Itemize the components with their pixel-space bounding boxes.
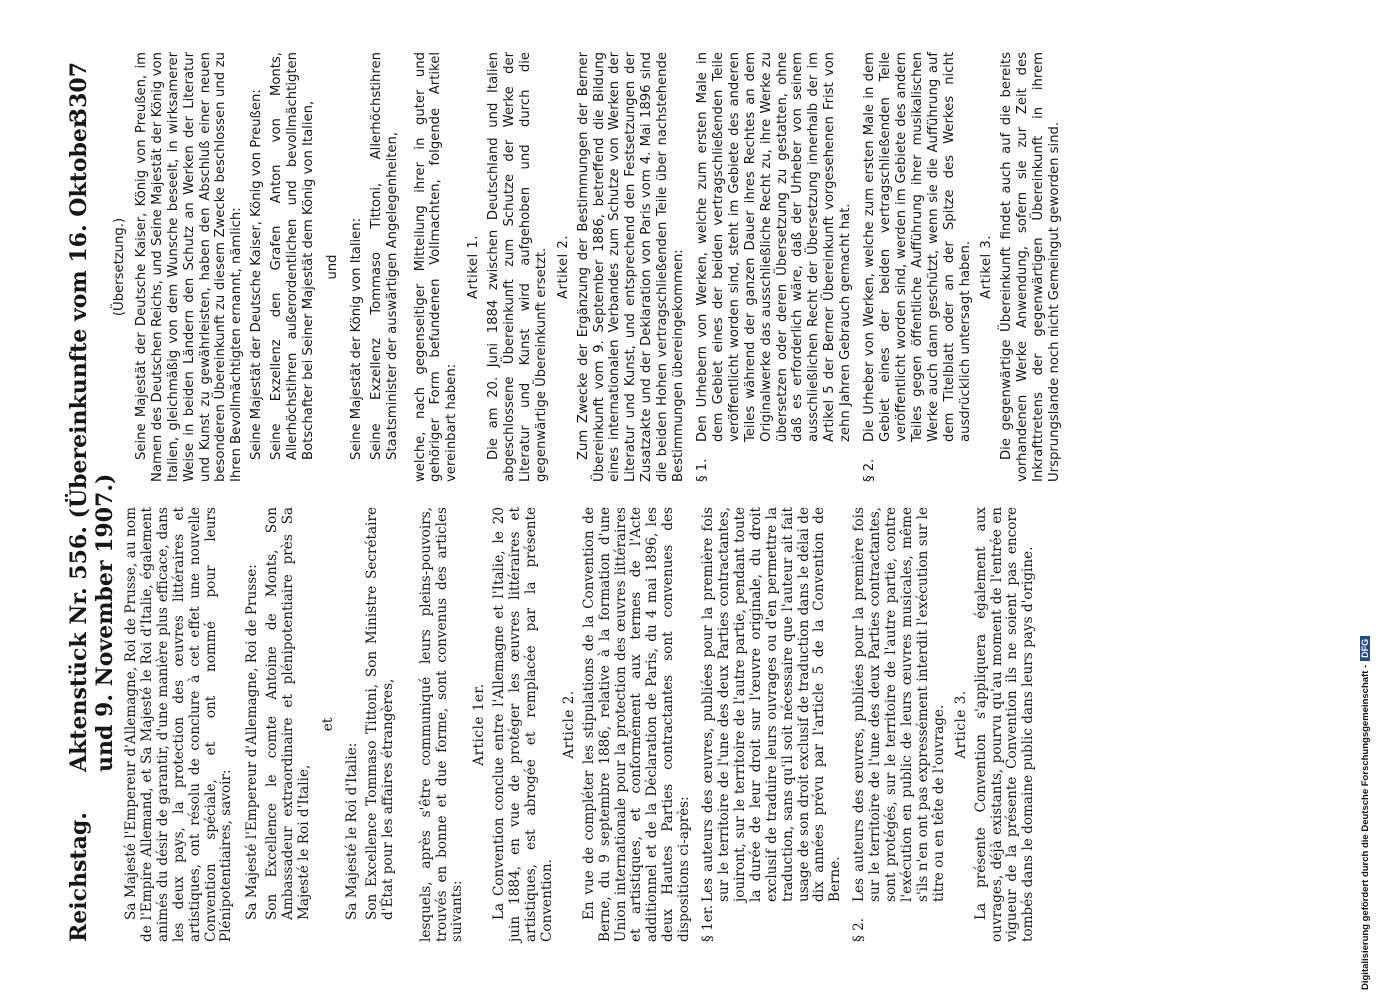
fr-rep2: Son Excellence Tommaso Tittoni, Son Ministre Secrétaire d'État pour les affaires étrangères, xyxy=(363,507,396,920)
fr-et: et xyxy=(319,717,336,732)
sidebar-credit: Digitalisierung gefördert durch die Deutsche Forschungsgemeinschaft - xyxy=(1360,664,1371,990)
fr-s2-num: § 2. xyxy=(851,917,868,942)
de-s2-text: Die Urheber von Werken, welche zum ersten Male in dem Gebiet eines der beiden vertragschließenden Teile veröffentlicht worden sind, werden im Gebiete des andern Teiles gegen öffentliche Aufführung ihrer musikalischen Werke auch dann geschützt, wenn sie die Aufführung auf dem Titelblatt oder an der Spitze des Werkes nicht ausdrücklich untersagt haben. xyxy=(862,52,973,442)
fr-section-1 xyxy=(701,507,844,942)
de-intro: Seine Majestät der Deutsche Kaiser, König von Preußen, im Namen des Deutschen Reichs, und Seine Majestät der König von Italien, gleichmäßig von dem Wunsche beseelt, in wirksamerer Weise in beiden Ländern den Schutz an Werken der Literatur und Kunst zu gewährleisten, haben den Abschluß einer neuen besonderen Übereinkunft zu diesem Zwecke beschlossen und zu Ihren Bevollmächtigten ernannt, nämlich: xyxy=(133,52,245,482)
de-party2: Seine Majestät der König von Italien: xyxy=(348,217,364,460)
de-welche: welche, nach gegenseitiger Mitteilung ihrer in guter und gehöriger Form befundenen Vollmachten, folgende Artikel vereinbart haben: xyxy=(412,52,460,482)
fr-party1: Sa Majesté l'Empereur d'Allemagne, Roi de Prusse: xyxy=(244,564,261,920)
digitization-sidebar xyxy=(1360,10,1378,990)
header-left: Reichstag. xyxy=(66,812,92,942)
de-art2-title: Artikel 2. xyxy=(555,235,571,299)
fr-art3-title: Article 3. xyxy=(952,690,969,759)
dfg-badge: DFG xyxy=(1360,636,1370,661)
fr-art1: La Convention conclue entre l'Allemagne et l'Italie, le 20 juin 1884, en vue de protéger les œuvres littéraires et artistiques, est abrogée et remplacée par la présente Convention. xyxy=(491,507,555,942)
de-art3: Die gegenwärtige Übereinkunft findet auch auf die bereits vorhandenen Werke Anwendung, sofern sie zur Zeit des Inkrafttretens der gegenwärtigen Übereinkunft in ihrem Ursprungslande noch nicht Gemeingut geworden sind. xyxy=(999,52,1063,482)
fr-rep1: Son Excellence le comte Antoine de Monts, Son Ambassadeur extraordinaire et plénipotentiaire près Sa Majesté le Roi d'Italie, xyxy=(264,507,313,920)
page-number: 3307 xyxy=(66,62,92,124)
de-party1: Seine Majestät der Deutsche Kaiser, König von Preußen: xyxy=(249,89,265,460)
fr-art3: La présente Convention s'appliquera également aux ouvrages, déjà existants, pourvu qu'au moment de l'entrée en vigueur de la présente Convention ils ne soient pas encore tombés dans le domaine public dans leurs pays d'origine. xyxy=(972,507,1037,942)
de-art1-title: Artikel 1. xyxy=(466,235,482,299)
de-und: und xyxy=(324,254,340,280)
fr-s2-text: Les auteurs des œuvres, publiées pour la première fois sur le territoire de l'une des deux Parties contractantes, sont protégés, sur le territoire de l'autre partie, contre l'exécution en public de leurs œuvres musicales, même s'ils n'en ont pas expressément interdit l'exécution sur le titre ou en tête de l'ouvrage. xyxy=(851,507,947,902)
de-s1-num: § 1. xyxy=(695,458,710,482)
german-column xyxy=(112,52,1067,482)
page-header xyxy=(62,62,118,942)
de-art2: Zum Zwecke der Ergänzung der Bestimmungen der Berner Übereinkunft vom 9. September 1886, betreffend die Bildung eines internationalen Verbandes zum Schutze von Werken der Literatur und Kunst, und entsprechend den Festsetzungen der Zusatzakte und der Deklaration von Paris vom 4. Mai 1896 sind die beiden Hohen vertragschließenden Teile über nachstehende Bestimmungen übereingekommen: xyxy=(575,52,687,482)
de-art1: Die am 20. Juni 1884 zwischen Deutschland und Italien abgeschlossene Übereinkunft zum Schutze der Werke der Literatur und Kunst wird aufgehoben und durch die gegenwärtige Übereinkunft ersetzt. xyxy=(486,52,549,482)
de-art3-title: Artikel 3. xyxy=(979,235,995,299)
de-rep2: Seine Exzellenz Tommaso Tittoni, Allerhöchstihren Staatsminister der auswärtigen Angelegenheiten, xyxy=(368,52,400,460)
sidebar-text xyxy=(1360,10,1378,990)
fr-intro: Sa Majesté l'Empereur d'Allemagne, Roi de Prusse, au nom de l'Empire Allemand, et Sa Majesté le Roi d'Italie, également animés du désir de garantir, d'une manière plus efficace, dans les deux pays, la protection des œuvres littéraires et artistiques, ont résolu de conclure à cet effet une nouvelle Convention spéciale, et ont nommé pour leurs Plénipotentiaires, savoir: xyxy=(123,507,235,942)
header-title: Aktenstück Nr. 556. (Übereinkunfte vom 16. Oktober und 9. November 1907.) xyxy=(66,116,118,772)
de-section-2 xyxy=(862,52,973,482)
fr-art1-title: Article 1er. xyxy=(471,683,488,766)
de-heading: (Übersetzung.) xyxy=(112,217,127,317)
fr-s1-num: § 1er. xyxy=(700,904,717,942)
de-section-1 xyxy=(695,52,854,482)
fr-s1-text: Les auteurs des œuvres, publiées pour la première fois sur le territoire de l'une des deux Parties contractantes, jouiront, sur le territoire de l'autre partie, pendant toute la durée de leur droit sur l'œuvre originale, du droit exclusif de traduire leurs ouvrages ou d'en permettre la traduction, sans qu'il soit nécessaire que l'auteur ait fait usage de son droit exclusif de traduction dans le délai de dix années prévu par l'article 5 de la Convention de Berne. xyxy=(700,507,844,902)
fr-art2: En vue de compléter les stipulations de la Convention de Berne, du 9 septembre 1886, relative à la formation d'une Union internationale pour la protection des œuvres littéraires et artistiques, et conformément aux termes de l'Acte additionnel et de la Déclaration de Paris, du 4 mai 1896, les deux Hautes Parties contractantes sont convenues des dispositions ci-après: xyxy=(580,507,693,942)
fr-party2: Sa Majesté le Roi d'Italie: xyxy=(343,742,360,920)
fr-section-2 xyxy=(852,507,947,942)
french-column xyxy=(112,507,1041,942)
de-s2-num: § 2. xyxy=(862,458,878,482)
de-s1-text: Den Urhebern von Werken, welche zum ersten Male in dem Gebiet eines der beiden vertragschließenden Teile veröffentlicht worden sind, steht im Gebiete des anderen Teiles während der ganzen Dauer ihres Rechtes an dem Originalwerke das ausschließliche Recht zu, ihre Werke zu übersetzen oder deren Übersetzung zu gestatten, ohne daß es erforderlich wäre, daß der Urheber von seinem ausschließlichen Recht der Übersetzung innerhalb der im Artikel 5 der Berner Übereinkunft vorgesehenen Frist von zehn Jahren Gebrauch gemacht hat. xyxy=(695,52,854,442)
fr-lesquels: lesquels, après s'être communiqué leurs pleins-pouvoirs, trouvés en bonne et due forme, sont convenus des articles suivants: xyxy=(417,507,466,942)
de-rep1: Seine Exzellenz den Grafen Anton von Monts, Allerhöchstihren außerordentlichen und bevollmächtigten Botschafter bei Seiner Majestät dem König von Italien, xyxy=(269,52,316,460)
fr-art2-title: Article 2. xyxy=(560,690,577,759)
